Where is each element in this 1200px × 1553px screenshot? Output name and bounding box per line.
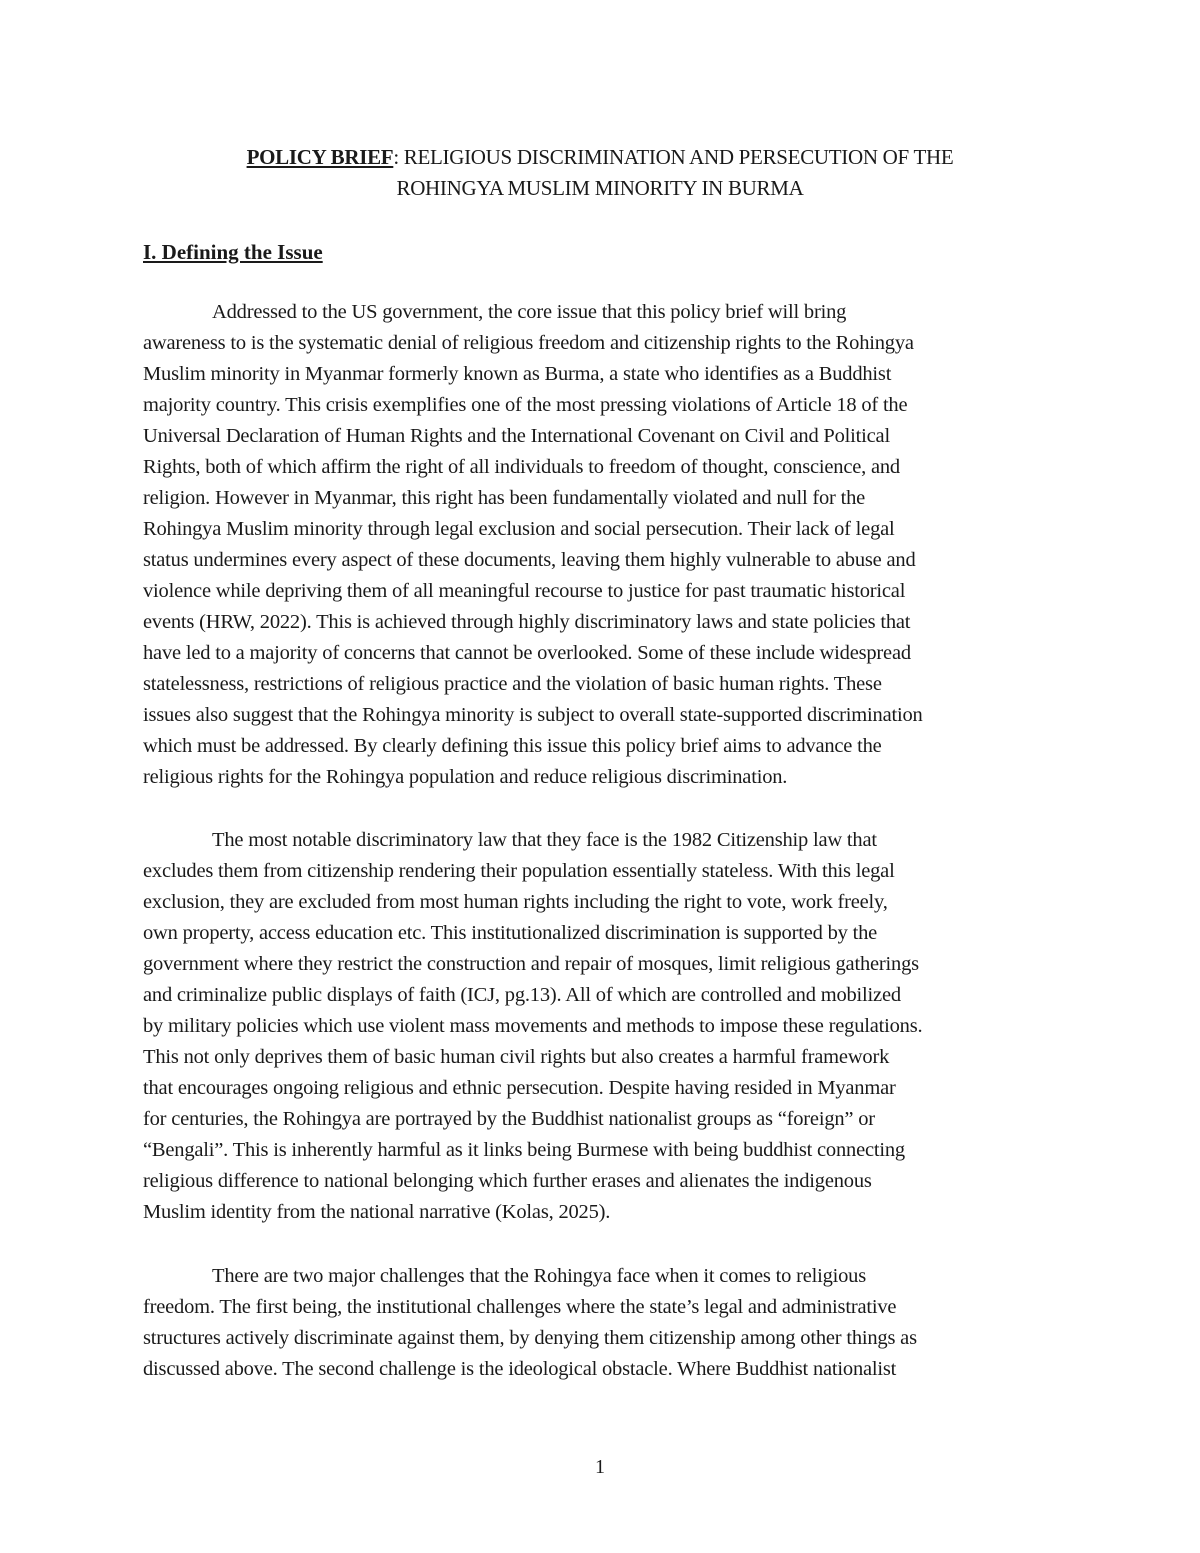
paragraph-line: excludes them from citizenship rendering their population essentially stateless. With this legal <box>143 860 895 882</box>
paragraph-line: discussed above. The second challenge is the ideological obstacle. Where Buddhist nationalist <box>143 1358 897 1380</box>
paragraph-line: which must be addressed. By clearly defining this issue this policy brief aims to advance the <box>143 735 882 757</box>
paragraph-line: Rights, both of which affirm the right of all individuals to freedom of thought, conscience, and <box>143 456 900 478</box>
title-rest: : RELIGIOUS DISCRIMINATION AND PERSECUTION OF THE <box>393 145 954 169</box>
title-line-1 <box>140 142 1060 173</box>
paragraph-line: exclusion, they are excluded from most human rights including the right to vote, work freely, <box>143 891 888 913</box>
title-lead: POLICY BRIEF <box>246 145 394 169</box>
paragraph-line: Muslim minority in Myanmar formerly known as Burma, a state who identifies as a Buddhist <box>143 363 892 385</box>
paragraph-2 <box>143 825 1073 1228</box>
document-title <box>140 142 1060 204</box>
paragraph-3 <box>143 1261 1073 1385</box>
paragraph-1 <box>143 297 1073 793</box>
paragraph-line: status undermines every aspect of these documents, leaving them highly vulnerable to abuse and <box>143 549 916 571</box>
paragraph-line: Muslim identity from the national narrative (Kolas, 2025). <box>143 1201 611 1223</box>
title-line-2: ROHINGYA MUSLIM MINORITY IN BURMA <box>396 176 804 200</box>
paragraph-line: religious rights for the Rohingya population and reduce religious discrimination. <box>143 766 788 788</box>
paragraph-line: statelessness, restrictions of religious practice and the violation of basic human rights. These <box>143 673 882 695</box>
paragraph-line: religion. However in Myanmar, this right has been fundamentally violated and null for the <box>143 487 866 509</box>
paragraph-line: “Bengali”. This is inherently harmful as it links being Burmese with being buddhist connecting <box>143 1139 905 1161</box>
paragraph-line: freedom. The first being, the institutional challenges where the state’s legal and administrative <box>143 1296 897 1318</box>
paragraph-line: government where they restrict the construction and repair of mosques, limit religious gatherings <box>143 953 919 975</box>
paragraph-line: violence while depriving them of all meaningful recourse to justice for past traumatic historical <box>143 580 906 602</box>
paragraph-line: The most notable discriminatory law that they face is the 1982 Citizenship law that <box>212 829 877 851</box>
paragraph-line: own property, access education etc. This institutionalized discrimination is supported by the <box>143 922 878 944</box>
paragraph-line: structures actively discriminate against them, by denying them citizenship among other things as <box>143 1327 917 1349</box>
paragraph-line: by military policies which use violent mass movements and methods to impose these regulations. <box>143 1015 923 1037</box>
paragraph-line: awareness to is the systematic denial of religious freedom and citizenship rights to the Rohingya <box>143 332 914 354</box>
section-heading: I. Defining the Issue <box>143 240 323 264</box>
paragraph-line: for centuries, the Rohingya are portrayed by the Buddhist nationalist groups as “foreign” or <box>143 1108 875 1130</box>
paragraph-line: and criminalize public displays of faith (ICJ, pg.13). All of which are controlled and mobilized <box>143 984 901 1006</box>
page-number: 1 <box>595 1456 605 1478</box>
paragraph-line: events (HRW, 2022). This is achieved through highly discriminatory laws and state policies that <box>143 611 911 633</box>
paragraph-line: Universal Declaration of Human Rights and the International Covenant on Civil and Political <box>143 425 890 447</box>
paragraph-line: that encourages ongoing religious and ethnic persecution. Despite having resided in Myanmar <box>143 1077 896 1099</box>
paragraph-line: issues also suggest that the Rohingya minority is subject to overall state-supported discrimination <box>143 704 923 726</box>
paragraph-line: have led to a majority of concerns that cannot be overlooked. Some of these include widespread <box>143 642 911 664</box>
paragraph-line: This not only deprives them of basic human civil rights but also creates a harmful framework <box>143 1046 890 1068</box>
paragraph-line: Addressed to the US government, the core issue that this policy brief will bring <box>212 301 847 323</box>
paragraph-line: religious difference to national belonging which further erases and alienates the indigenous <box>143 1170 872 1192</box>
paragraph-line: Rohingya Muslim minority through legal exclusion and social persecution. Their lack of legal <box>143 518 895 540</box>
paragraph-line: majority country. This crisis exemplifies one of the most pressing violations of Article 18 of the <box>143 394 908 416</box>
paragraph-line: There are two major challenges that the Rohingya face when it comes to religious <box>212 1265 867 1287</box>
